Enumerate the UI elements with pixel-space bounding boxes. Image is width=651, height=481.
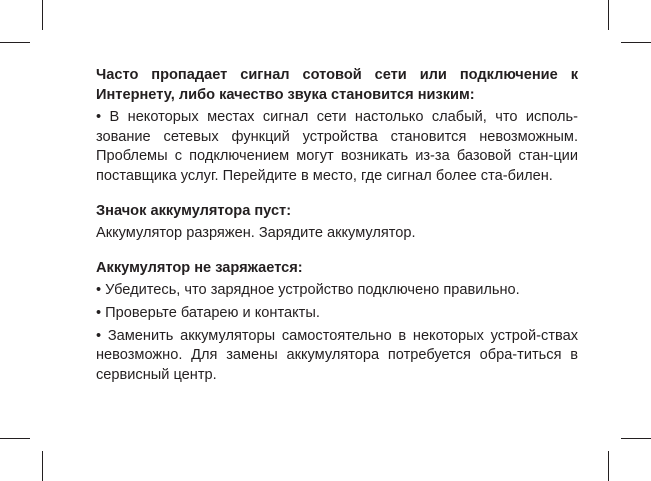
- section-heading-battery-not-charging: Аккумулятор не заряжается:: [96, 259, 303, 276]
- section-heading-battery-empty: Значок аккумулятора пуст:: [96, 202, 292, 219]
- charging-item-contacts: • Проверьте батарею и контакты.: [96, 304, 320, 321]
- crop-mark-top-right-horizontal: [621, 42, 651, 43]
- charging-item-charger: • Убедитесь, что зарядное устройство подключено правильно.: [96, 282, 520, 299]
- crop-mark-top-left-vertical: [42, 0, 43, 30]
- crop-mark-bottom-left-horizontal: [0, 438, 30, 439]
- crop-mark-bottom-right-vertical: [608, 451, 609, 481]
- manual-page: [96, 66, 578, 385]
- battery-empty-paragraph: Аккумулятор разряжен. Зарядите аккумулятор.: [96, 225, 416, 242]
- network-paragraph: • В некоторых местах сигнал сети настолько слабый, что исполь-зование сетевых функций устройства становится невозможным. Проблемы с подключением могут возникать из-за базовой стан-ции поставщика услуг. Перейдите в место, где сигнал более ста-билен.: [96, 109, 578, 184]
- crop-mark-bottom-right-horizontal: [621, 438, 651, 439]
- charging-item-replacement: • Заменить аккумуляторы самостоятельно в некоторых устрой-ствах невозможно. Для замены аккумулятора потребуется обра-титься в сервисный центр.: [96, 327, 578, 383]
- crop-mark-bottom-left-vertical: [42, 451, 43, 481]
- crop-mark-top-left-horizontal: [0, 42, 30, 43]
- crop-mark-top-right-vertical: [608, 0, 609, 30]
- section-heading-network: Часто пропадает сигнал сотовой сети или подключение к Интернету, либо качество звука становится низким:: [96, 67, 578, 103]
